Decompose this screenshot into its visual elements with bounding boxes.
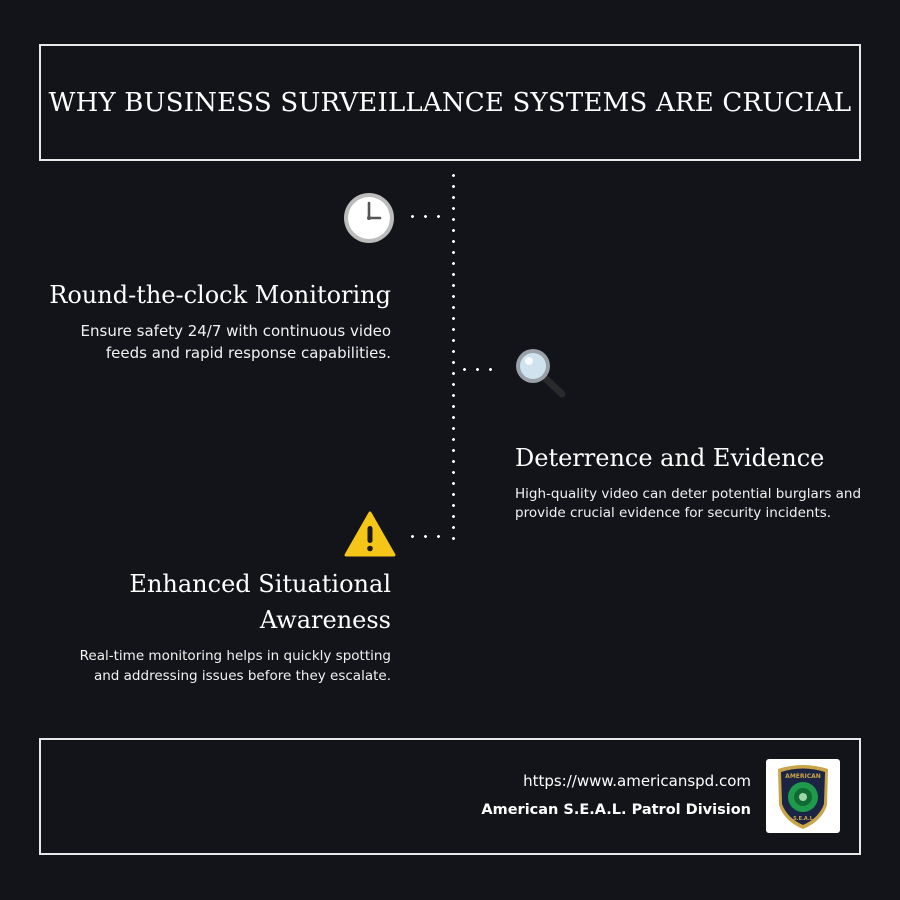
item-2-description-line: High-quality video can deter potential burglars and	[515, 486, 862, 502]
magnifying-glass-icon	[512, 346, 568, 400]
item-3-title	[129, 566, 391, 638]
item-2-description	[515, 485, 861, 523]
timeline-line	[452, 170, 455, 542]
footer-url-link[interactable]: https://www.americanspd.com	[523, 772, 751, 790]
item-3-description-line: Real-time monitoring helps in quickly spotting	[79, 648, 391, 664]
item-1-description-line: feeds and rapid response capabilities.	[105, 344, 391, 362]
logo-text-top: AMERICAN	[785, 773, 821, 780]
organization-name: American S.E.A.L. Patrol Division	[481, 802, 751, 818]
clock-icon	[343, 192, 395, 244]
item-1-title: Round-the-clock Monitoring	[49, 281, 391, 309]
logo-text-bottom: S.E.A.L	[793, 816, 813, 822]
item-1-description-line: Ensure safety 24/7 with continuous video	[80, 322, 391, 340]
connector-dots-2	[458, 368, 502, 371]
title-box	[39, 44, 861, 161]
item-3-description	[80, 646, 391, 686]
footer-box	[39, 738, 861, 855]
shield-badge-icon	[766, 759, 840, 833]
connector-dots-3	[406, 535, 450, 538]
logo	[766, 759, 840, 833]
page-title: WHY BUSINESS SURVEILLANCE SYSTEMS ARE CRUCIAL	[48, 87, 852, 118]
item-3-description-line: and addressing issues before they escalate.	[93, 668, 391, 684]
item-3-title-line: Enhanced Situational	[129, 570, 391, 598]
connector-dots-1	[406, 215, 450, 218]
item-3-title-line: Awareness	[259, 606, 391, 634]
item-1-description	[81, 320, 391, 364]
item-2-description-line: provide crucial evidence for security incidents.	[515, 505, 832, 521]
item-2-title: Deterrence and Evidence	[515, 444, 825, 472]
warning-icon	[343, 510, 397, 558]
